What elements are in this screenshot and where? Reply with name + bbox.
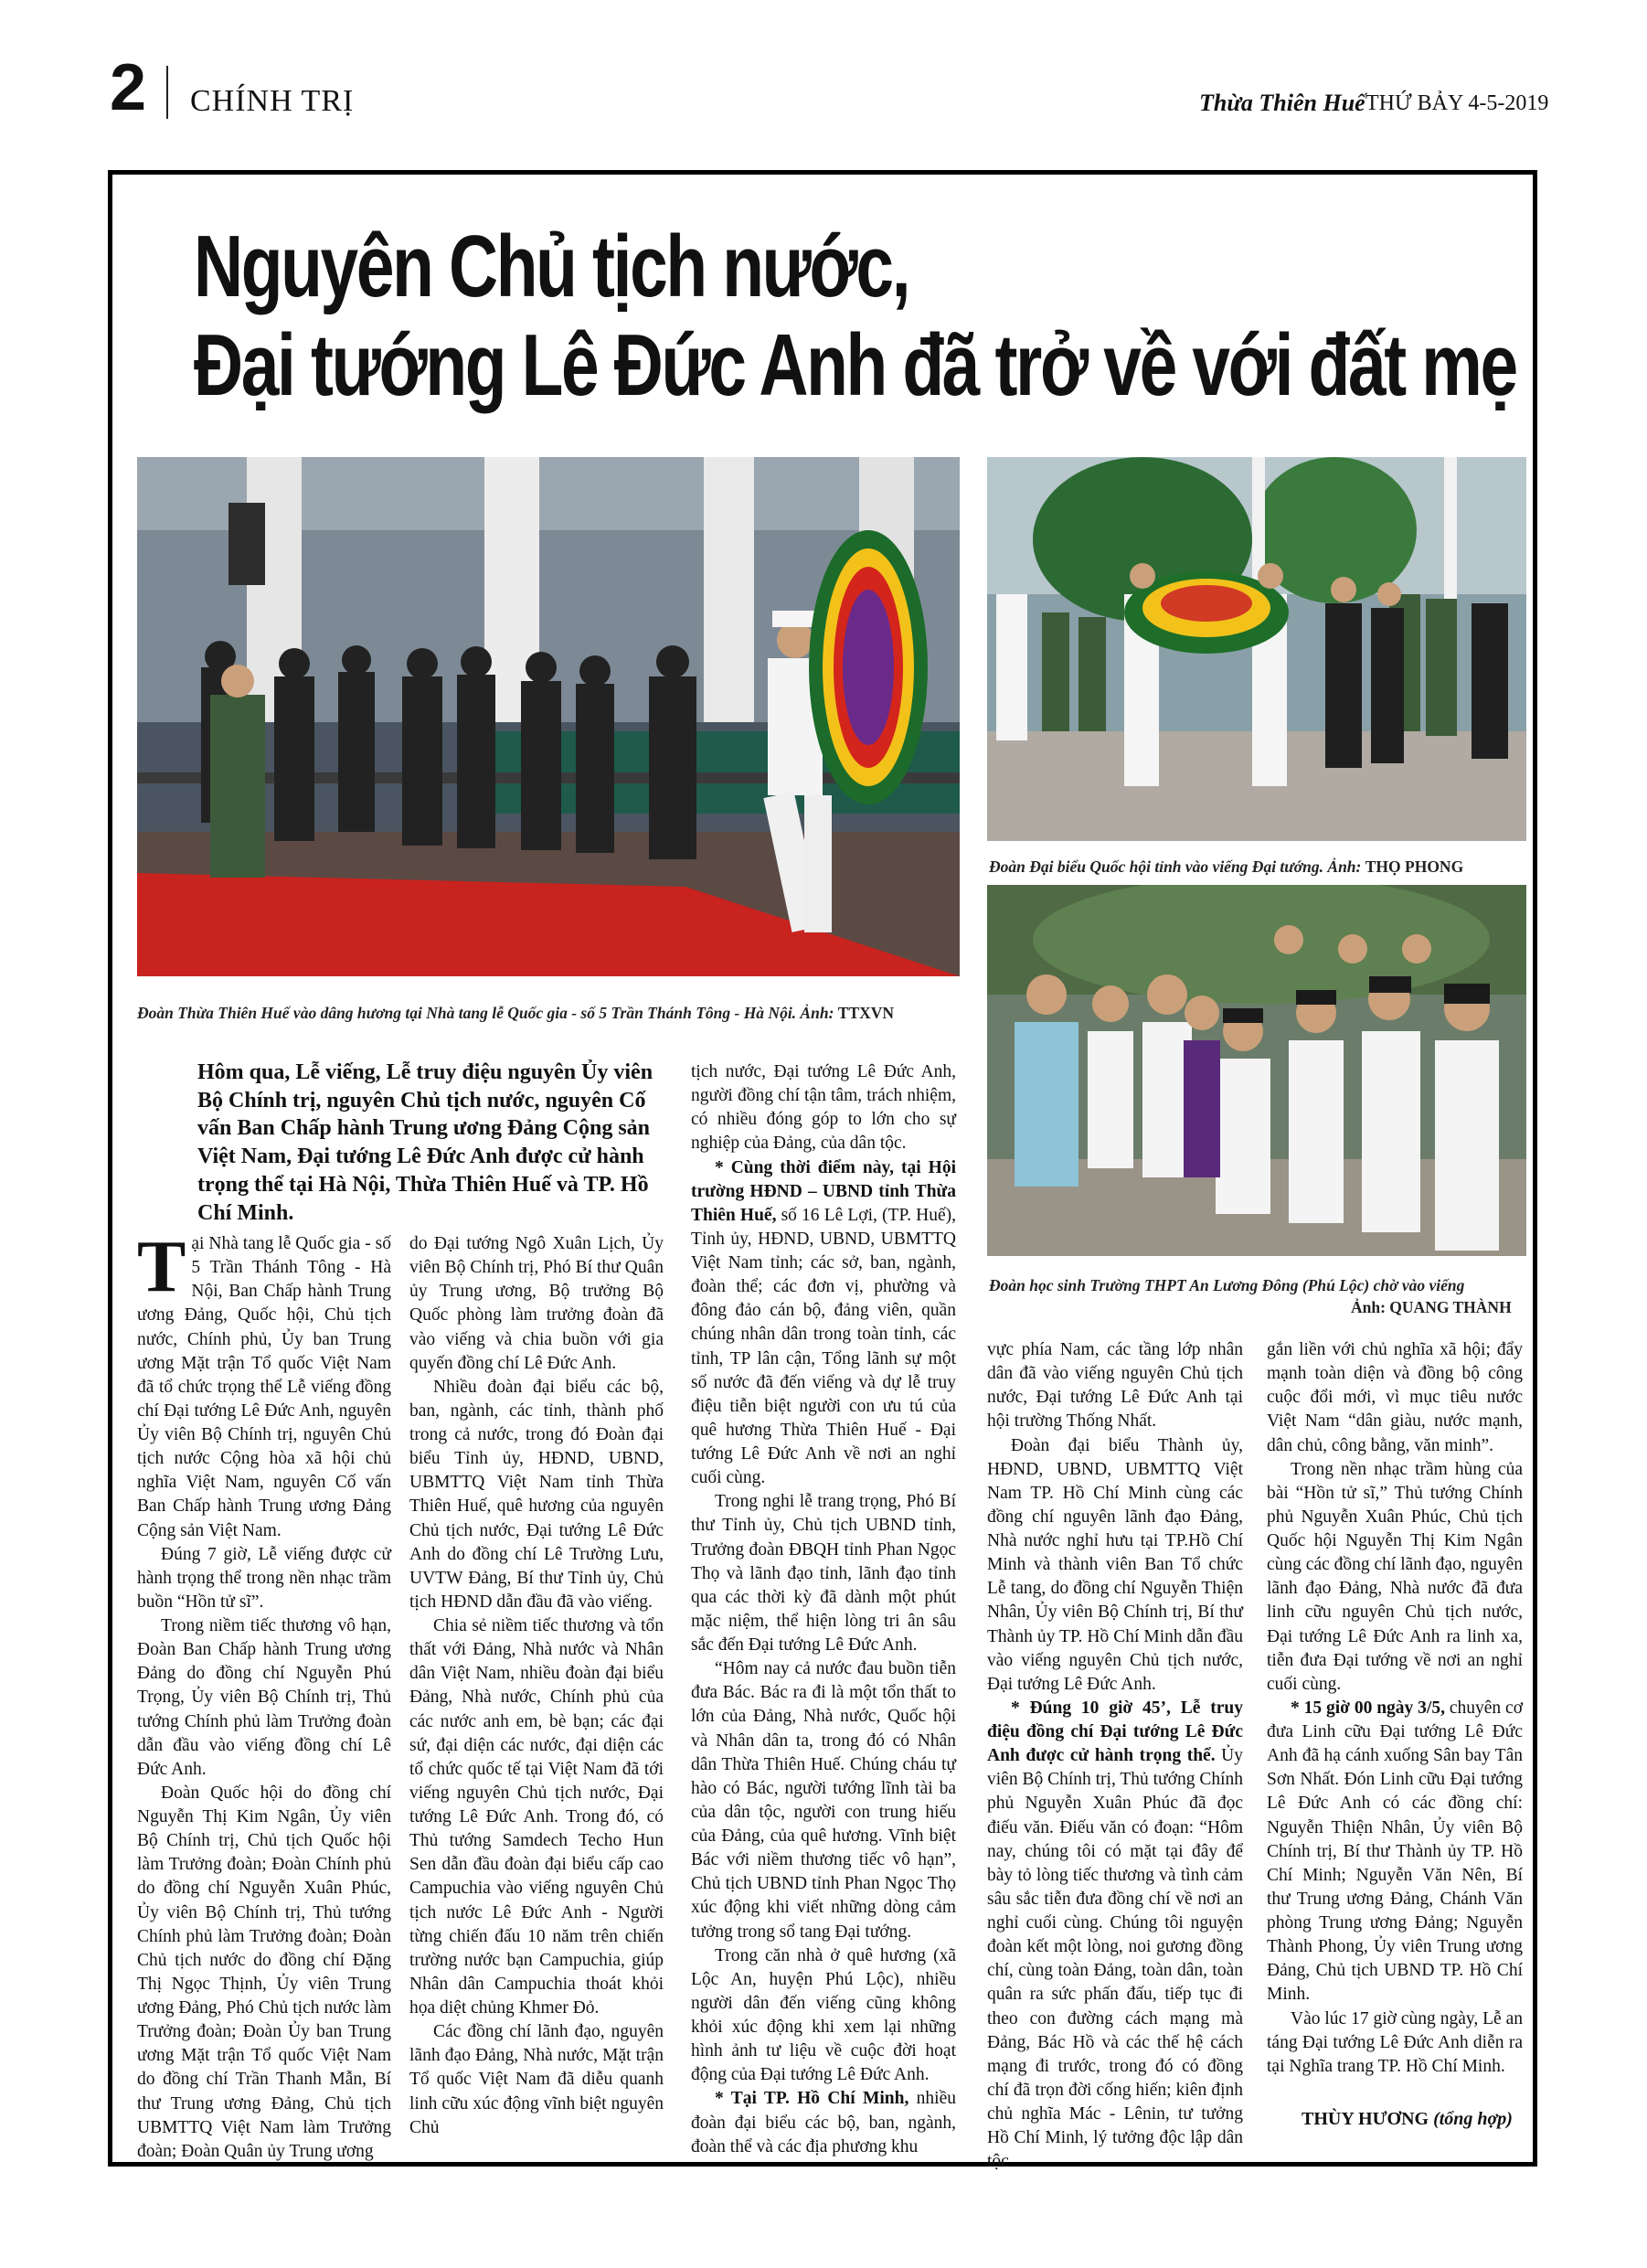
paragraph-text: chuyên cơ đưa Linh cữu Đại tướng Lê Đức Anh đã hạ cánh xuống Sân bay Tân Sơn Nhất. Đón Linh cữu Đại tướng Lê Đức Anh có các đồng chí: Nguyễn Thiện Nhân, Ủy viên Bộ Chính trị, Bí thư Thành ủy TP. Hồ Chí Minh; Nguyễn Văn Nên, Bí thư Trung ương Đảng, Chánh Văn phòng Trung ương Đảng; Nguyễn Thành Phong, Ủy viên Trung ương Đảng, Chủ tịch UBND TP. Hồ Chí Minh. <box>1267 1698 1524 2005</box>
headline <box>194 218 1516 414</box>
paragraph: do Đại tướng Ngô Xuân Lịch, Ủy viên Bộ Chính trị, Phó Bí thư Quân ủy Trung ương, Bộ trưởng Bộ Quốc phòng làm trưởng đoàn đã vào viếng và chia buồn với gia quyến đồng chí Lê Đức Anh. <box>409 1234 664 1373</box>
paragraph <box>691 1156 956 1491</box>
photo-credit-2: THỌ PHONG <box>1365 857 1464 876</box>
headline-line-2: Đại tướng Lê Đức Anh đã trở về với đất mẹ <box>194 315 1516 414</box>
photo-credit-1: TTXVN <box>837 1004 895 1022</box>
photo-students-image <box>987 885 1526 1256</box>
byline <box>1302 2109 1513 2130</box>
paragraph: Đoàn Quốc hội do đồng chí Nguyễn Thị Kim Ngân, Ủy viên Bộ Chính trị, Chủ tịch Quốc hội làm Trưởng đoàn; Đoàn Chính phủ do đồng chí Nguyễn Xuân Phúc, Ủy viên Bộ Chính trị, Thủ tướng Chính phủ làm Trưởng đoàn; Đoàn Chủ tịch nước do đồng chí Đặng Thị Ngọc Thịnh, Ủy viên Trung ương Đảng, Phó Chủ tịch nước làm Trưởng đoàn; Đoàn Ủy ban Trung ương Mặt trận Tổ quốc Việt Nam do đồng chí Trần Thanh Mẫn, Bí thư Trung ương Đảng, Chủ tịch UBMTTQ Việt Nam làm Trưởng đoàn; Đoàn Quân ủy Trung ương <box>137 1783 391 2161</box>
issue-date: THỨ BẢY 4-5-2019 <box>1365 91 1549 115</box>
body-column-5 <box>1267 1338 1523 2079</box>
paragraph-text: ại Nhà tang lễ Quốc gia - số 5 Trần Thánh Tông - Hà Nội, Ban Chấp hành Trung ương Đảng, Quốc hội, Chủ tịch nước, Chính phủ, Ủy ban Trung ương Mặt trận Tổ quốc Việt Nam đã tổ chức trọng thể Lễ viếng đồng chí Đại tướng Lê Đức Anh, nguyên Ủy viên Bộ Chính trị, nguyên Chủ tịch nước Cộng hòa xã hội chủ nghĩa Việt Nam, nguyên Cố vấn Ban Chấp hành Trung ương Đảng Cộng sản Việt Nam. <box>137 1234 391 1540</box>
paragraph <box>1267 1697 1523 2007</box>
photo-funeral-hall-image <box>137 457 960 976</box>
photo-wreath-procession-image <box>987 457 1526 841</box>
photo-caption-2 <box>989 857 1463 877</box>
paragraph: Trong nền nhạc trầm hùng của bài “Hồn tử sĩ,” Thủ tướng Chính phủ Nguyễn Xuân Phúc, Chủ tịch Quốc hội Nguyễn Thị Kim Ngân cùng các đồng chí lãnh đạo, nguyên lãnh đạo Đảng, Nhà nước đã đưa linh cữu nguyên Chủ tịch nước, Đại tướng Lê Đức Anh ra linh xa, tiễn đưa Đại tướng về nơi an nghỉ cuối cùng. <box>1267 1459 1523 1694</box>
photo-wreath-procession <box>987 457 1526 841</box>
paragraph-lead-bold: * Đúng 10 giờ 45’, Lễ truy điệu đồng chí Đại tướng Lê Đức Anh được cử hành trọng thể. <box>987 1698 1243 1766</box>
photo-funeral-hall <box>137 457 960 976</box>
paragraph-lead-bold: * Tại TP. Hồ Chí Minh, <box>715 2089 909 2109</box>
newspaper-name: Thừa Thiên Huế <box>1199 90 1365 116</box>
photo-students <box>987 885 1526 1256</box>
paragraph-lead-bold: * Cùng thời điểm này, tại Hội trường HĐND – UBND tỉnh Thừa Thiên Huế, <box>691 1157 956 1225</box>
body-column-1 <box>137 1227 391 2164</box>
photo-caption-1 <box>137 1004 894 1023</box>
paragraph: Các đồng chí lãnh đạo, nguyên lãnh đạo Đảng, Nhà nước, Mặt trận Tổ quốc Việt Nam đã diễu quanh linh cữu xúc động vĩnh biệt nguyên Chủ <box>409 2022 664 2137</box>
paragraph: Đúng 7 giờ, Lễ viếng được cử hành trọng thể trong nền nhạc trầm buồn “Hồn tử sĩ”. <box>137 1544 391 1612</box>
body-column-4 <box>987 1338 1243 2174</box>
byline-author: THÙY HƯƠNG <box>1302 2109 1429 2129</box>
paragraph: vực phía Nam, các tầng lớp nhân dân đã vào viếng nguyên Chủ tịch nước, Đại tướng Lê Đức Anh tại hội trường Thống Nhất. <box>987 1340 1243 1432</box>
photo-caption-3-text: Đoàn học sinh Trường THPT An Lương Đông (Phú Lộc) chờ vào viếng <box>989 1276 1465 1294</box>
body-column-3 <box>691 1060 956 2159</box>
paragraph: tịch nước, Đại tướng Lê Đức Anh, người đồng chí tận tâm, trách nhiệm, có nhiều đóng góp to lớn cho sự nghiệp của Đảng, của dân tộc. <box>691 1062 956 1154</box>
paragraph <box>987 1697 1243 2175</box>
photo-credit-3-text: Ảnh: QUANG THÀNH <box>1351 1298 1512 1316</box>
paragraph: Đoàn đại biểu Thành ủy, HĐND, UBND, UBMTTQ Việt Nam TP. Hồ Chí Minh cùng các đồng chí nguyên lãnh đạo Đảng, Nhà nước nghỉ hưu tại TP.Hồ Chí Minh và thành viên Ban Tổ chức Lễ tang, do đồng chí Nguyễn Thiện Nhân, Ủy viên Bộ Chính trị, Bí thư Thành ủy TP. Hồ Chí Minh dẫn đầu vào viếng nguyên Chủ tịch nước, Đại tướng Lê Đức Anh. <box>987 1435 1243 1694</box>
paragraph: Nhiều đoàn đại biểu các bộ, ban, ngành, các tỉnh, thành phố trong cả nước, trong đó Đoàn đại biểu Tỉnh ủy, HĐND, UBND, UBMTTQ Việt Nam tỉnh Thừa Thiên Huế, quê hương của nguyên Chủ tịch nước, Đại tướng Lê Đức Anh do đồng chí Lê Trường Lưu, UVTW Đảng, Bí thư Tỉnh ủy, Chủ tịch HĐND dẫn đầu đã vào viếng. <box>409 1377 664 1612</box>
paragraph-text: Ủy viên Bộ Chính trị, Thủ tướng Chính phủ Nguyễn Xuân Phúc đã đọc điếu văn. Điếu văn có đoạn: “Hôm nay, chúng tôi có mặt tại đây để bày tỏ lòng tiếc thương và tình cảm sâu sắc tiễn đưa đồng chí về nơi an nghỉ cuối cùng. Chúng tôi nguyện đoàn kết một lòng, noi gương đồng chí, cùng toàn Đảng, toàn dân, toàn quân ra sức phấn đấu, tiếp tục đi theo con đường cách mạng mà Đảng, Bác Hồ và các thế hệ cách mạng đi trước, trong đó có đồng chí đã trọn đời cống hiến; kiên định chủ nghĩa Mác - Lênin, tư tưởng Hồ Chí Minh, lý tưởng độc lập dân tộc <box>987 1746 1243 2172</box>
drop-cap: T <box>137 1227 186 1307</box>
photo-caption-2-text: Đoàn Đại biểu Quốc hội tỉnh vào viếng Đại tướng. Ảnh: <box>989 857 1365 876</box>
paragraph: gắn liền với chủ nghĩa xã hội; đẩy mạnh toàn diện và đồng bộ công cuộc đổi mới, vì mục tiêu nước Việt Nam “dân giàu, nước mạnh, dân chủ, công bằng, văn minh”. <box>1267 1340 1523 1455</box>
paragraph: Vào lúc 17 giờ cùng ngày, Lễ an táng Đại tướng Lê Đức Anh diễn ra tại Nghĩa trang TP. Hồ Chí Minh. <box>1267 2008 1523 2076</box>
paragraph <box>137 1227 391 1543</box>
article-lead: Hôm qua, Lễ viếng, Lễ truy điệu nguyên Ủy viên Bộ Chính trị, nguyên Chủ tịch nước, nguyên Cố vấn Ban Chấp hành Trung ương Đảng Cộng sản Việt Nam, Đại tướng Lê Đức Anh được cử hành trọng thể tại Hà Nội, Thừa Thiên Huế và TP. Hồ Chí Minh. <box>197 1060 653 1225</box>
paragraph-lead-bold: * 15 giờ 00 ngày 3/5, <box>1291 1698 1445 1718</box>
section-name: CHÍNH TRỊ <box>190 84 355 118</box>
photo-caption-3 <box>989 1276 1464 1295</box>
header-divider <box>166 66 168 119</box>
paragraph: Trong căn nhà ở quê hương (xã Lộc An, huyện Phú Lộc), nhiều người dân đến viếng cũng không khỏi xúc động khi xem lại những hình ảnh tư liệu về cuộc đời hoạt động của Đại tướng Lê Đức Anh. <box>691 1945 956 2085</box>
paragraph <box>691 2087 956 2158</box>
paragraph: “Hôm nay cả nước đau buồn tiễn đưa Bác. Bác ra đi là một tổn thất to lớn của Đảng, Nhà nước, Quốc hội và Nhân dân ta, trong đó có Nhân dân Thừa Thiên Huế. Chúng cháu tự hào có Bác, người tướng lĩnh tài ba của dân tộc, người con trung hiếu của Đảng, của quê hương. Vĩnh biệt Bác với niềm thương tiếc vô hạn”, Chủ tịch UBND tỉnh Phan Ngọc Thọ xúc động khi viết những dòng cảm tưởng trong sổ tang Đại tướng. <box>691 1659 956 1942</box>
photo-credit-3 <box>1351 1298 1512 1317</box>
paragraph: Chia sẻ niềm tiếc thương và tổn thất với Đảng, Nhà nước và Nhân dân Việt Nam, nhiều đoàn đại biểu Đảng, Nhà nước, Chính phủ của các nước anh em, bè bạn; các đại sứ, đại diện các nước, đại diện các tổ chức quốc tế tại Việt Nam đã tới viếng nguyên Chủ tịch nước, Đại tướng Lê Đức Anh. Trong đó, có Thủ tướng Samdech Techo Hun Sen dẫn đầu đoàn đại biểu cấp cao Campuchia vào viếng nguyên Chủ tịch nước Lê Đức Anh - Người từng chiến đấu 10 năm trên chiến trường nước bạn Campuchia, giúp Nhân dân Campuchia thoát khỏi họa diệt chủng Khmer Đỏ. <box>409 1616 664 2018</box>
paragraph-text: số 16 Lê Lợi, (TP. Huế), Tỉnh ủy, HĐND, UBND, UBMTTQ Việt Nam tỉnh; các sở, ban, ngành, đoàn thể; các đơn vị, phường và đông đảo cán bộ, đảng viên, quần chúng nhân dân trong toàn tỉnh, các tỉnh, TP lân cận, Tổng lãnh sự một số nước đã đến viếng và dự lễ truy điệu tiễn biệt người con ưu tú của quê hương Thừa Thiên Huế - Đại tướng Lê Đức Anh về nơi an nghỉ cuối cùng. <box>691 1205 956 1488</box>
headline-line-1: Nguyên Chủ tịch nước, <box>194 218 909 315</box>
photo-caption-1-text: Đoàn Thừa Thiên Huế vào dâng hương tại Nhà tang lễ Quốc gia - số 5 Trần Thánh Tông - Hà Nội. Ảnh: <box>137 1004 838 1022</box>
body-column-2 <box>409 1232 664 2140</box>
page-number: 2 <box>110 51 147 124</box>
paragraph: Trong niềm tiếc thương vô hạn, Đoàn Ban Chấp hành Trung ương Đảng do đồng chí Nguyễn Phú Trọng, Ủy viên Bộ Chính trị, Thủ tướng Chính phủ làm Trưởng đoàn dẫn đầu vào viếng đồng chí Lê Đức Anh. <box>137 1616 391 1779</box>
byline-note: (tổng hợp) <box>1433 2109 1513 2129</box>
paragraph-text: nhiều đoàn đại biểu các bộ, ban, ngành, đoàn thể và các địa phương khu <box>691 2089 956 2156</box>
paragraph: Trong nghi lễ trang trọng, Phó Bí thư Tỉnh ủy, Chủ tịch UBND tỉnh, Trưởng đoàn ĐBQH tỉnh Phan Ngọc Thọ và lãnh đạo tỉnh, lãnh đạo tỉnh qua các thời kỳ đã dành một phút mặc niệm, thể hiện lòng tri ân sâu sắc đến Đại tướng Lê Đức Anh. <box>691 1492 956 1655</box>
